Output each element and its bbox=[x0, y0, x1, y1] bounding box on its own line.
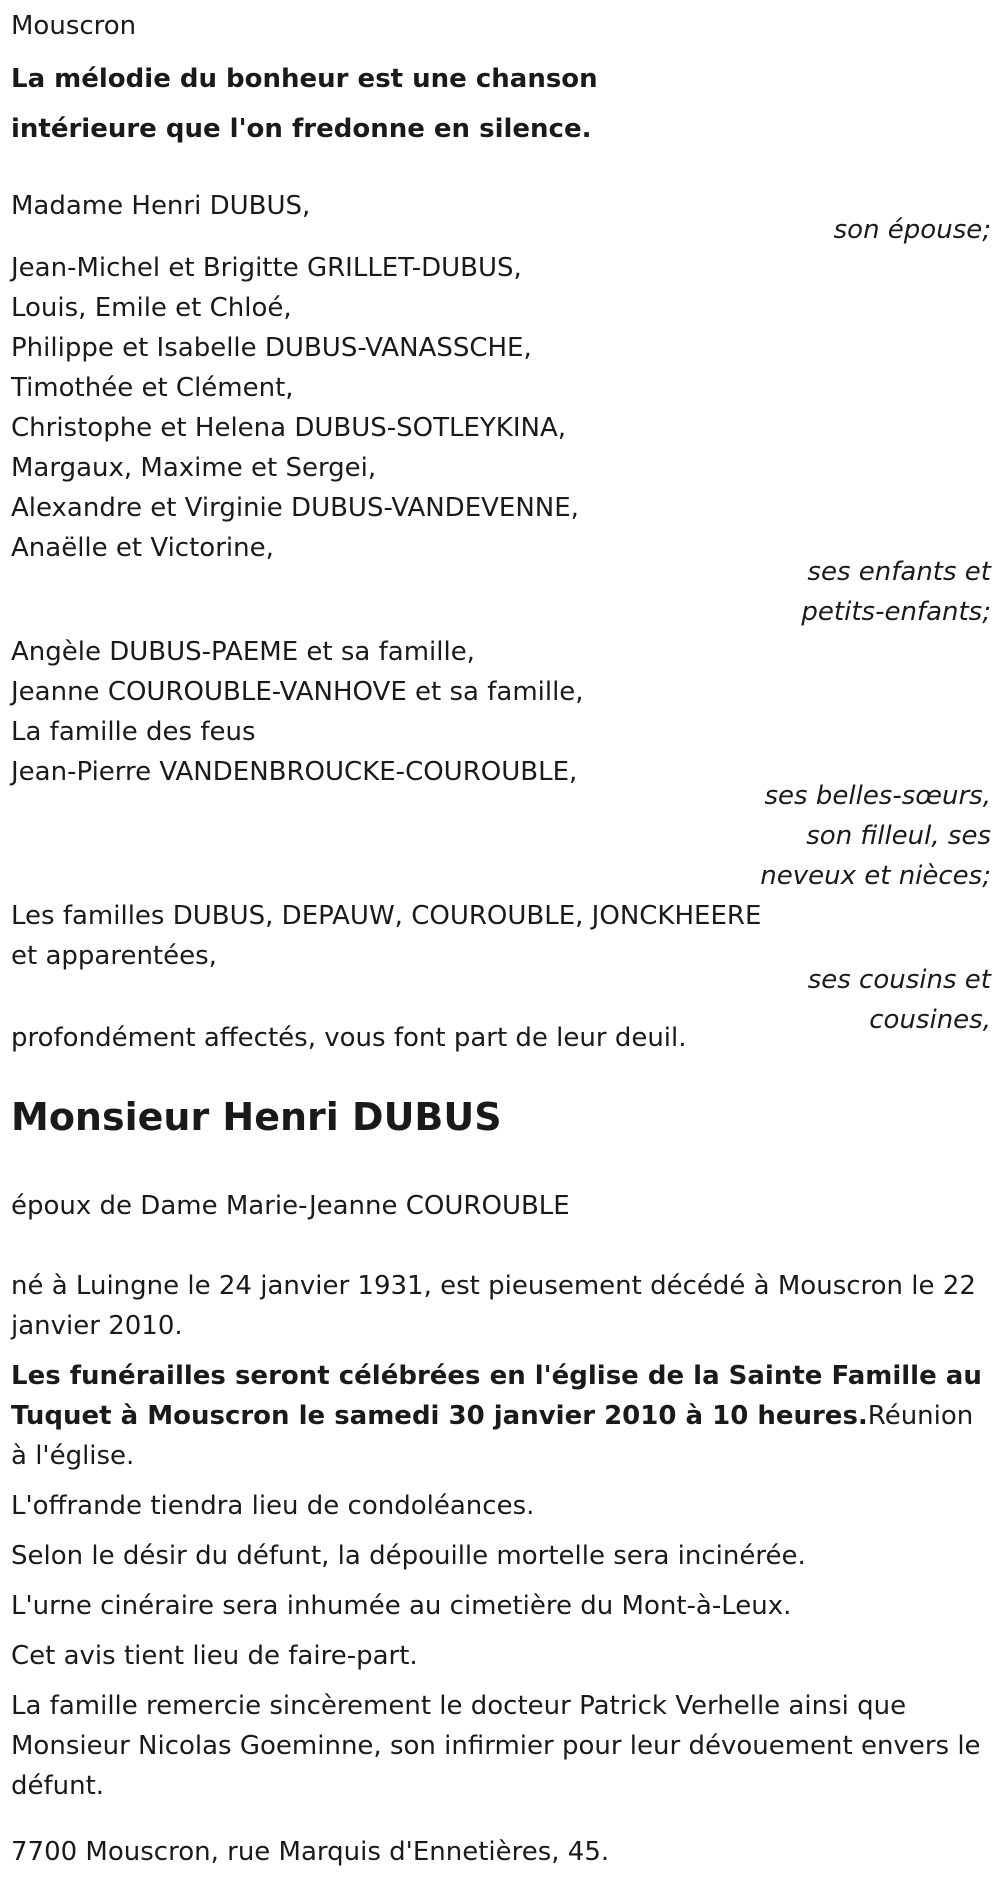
relation-line: ses belles-sœurs, bbox=[764, 781, 991, 811]
note-cremation: Selon le désir du défunt, la dépouille mortelle sera incinérée. bbox=[11, 1541, 806, 1571]
family-names bbox=[11, 896, 791, 976]
family-name-line: Jean-Michel et Brigitte GRILLET-DUBUS, bbox=[11, 253, 522, 283]
family-name-line: Angèle DUBUS-PAEME et sa famille, bbox=[11, 637, 475, 667]
deceased-name: Monsieur Henri DUBUS bbox=[11, 1095, 502, 1139]
thanks-paragraph: La famille remercie sincèrement le docteur Patrick Verhelle ainsi que Monsieur Nicolas Goeminne, son infirmier pour leur dévouement envers le défunt. bbox=[11, 1691, 981, 1801]
family-name-line: Anaëlle et Victorine, bbox=[11, 533, 274, 563]
quote-line: intérieure que l'on fredonne en silence. bbox=[11, 114, 592, 144]
family-relation bbox=[834, 210, 991, 250]
relation-line: son épouse; bbox=[833, 215, 991, 245]
family-name-line: Timothée et Clément, bbox=[11, 373, 294, 403]
opening-quote bbox=[11, 54, 598, 154]
family-name-line: Margaux, Maxime et Sergei, bbox=[11, 453, 377, 483]
funeral-reunion: Réunion à l'église. bbox=[11, 1401, 974, 1471]
family-name-line: Philippe et Isabelle DUBUS-VANASSCHE, bbox=[11, 333, 532, 363]
family-names bbox=[11, 186, 791, 226]
relation-line: ses enfants et bbox=[807, 557, 991, 587]
relation-line: son filleul, ses bbox=[806, 821, 991, 851]
note-urn: L'urne cinéraire sera inhumée au cimetière du Mont-à-Leux. bbox=[11, 1591, 792, 1621]
family-names bbox=[11, 248, 791, 568]
town-name: Mouscron bbox=[11, 11, 137, 41]
funeral-details: Les funérailles seront célébrées en l'église de la Sainte Famille au Tuquet à Mouscron le samedi 30 janvier 2010 à 10 heures. bbox=[11, 1361, 982, 1431]
family-group-children bbox=[11, 248, 991, 627]
family-group-inlaws bbox=[11, 632, 991, 891]
family-relation bbox=[760, 776, 991, 896]
closing-line: profondément affectés, vous font part de leur deuil. bbox=[11, 1023, 687, 1053]
relation-line: cousines, bbox=[869, 1005, 991, 1035]
family-name-line: Jeanne COUROUBLE-VANHOVE et sa famille, bbox=[11, 677, 584, 707]
family-group-cousins bbox=[11, 896, 991, 1035]
family-name-line: et apparentées, bbox=[11, 941, 217, 971]
funeral-info bbox=[11, 1356, 991, 1476]
family-relation bbox=[801, 552, 991, 632]
quote-line: La mélodie du bonheur est une chanson bbox=[11, 64, 598, 94]
family-name-line: Louis, Emile et Chloé, bbox=[11, 293, 292, 323]
family-name-line: Alexandre et Virginie DUBUS-VANDEVENNE, bbox=[11, 493, 579, 523]
family-names bbox=[11, 632, 791, 792]
family-name-line: Jean-Pierre VANDENBROUCKE-COUROUBLE, bbox=[11, 757, 578, 787]
birth-death-line: né à Luingne le 24 janvier 1931, est pieusement décédé à Mouscron le 22 janvier 2010. bbox=[11, 1271, 976, 1341]
note-condolences: L'offrande tiendra lieu de condoléances. bbox=[11, 1491, 535, 1521]
spouse-line: époux de Dame Marie-Jeanne COUROUBLE bbox=[11, 1191, 570, 1221]
family-group-spouse bbox=[11, 186, 991, 245]
family-name-line: La famille des feus bbox=[11, 717, 256, 747]
family-name-line: Les familles DUBUS, DEPAUW, COUROUBLE, JONCKHEERE bbox=[11, 901, 762, 931]
family-name-line: Christophe et Helena DUBUS-SOTLEYKINA, bbox=[11, 413, 567, 443]
relation-line: petits-enfants; bbox=[801, 597, 991, 627]
relation-line: ses cousins et bbox=[807, 965, 991, 995]
relation-line: neveux et nièces; bbox=[760, 861, 991, 891]
family-name-line: Madame Henri DUBUS, bbox=[11, 191, 311, 221]
family-address: 7700 Mouscron, rue Marquis d'Ennetières, 45. bbox=[11, 1837, 610, 1867]
note-faire-part: Cet avis tient lieu de faire-part. bbox=[11, 1641, 418, 1671]
